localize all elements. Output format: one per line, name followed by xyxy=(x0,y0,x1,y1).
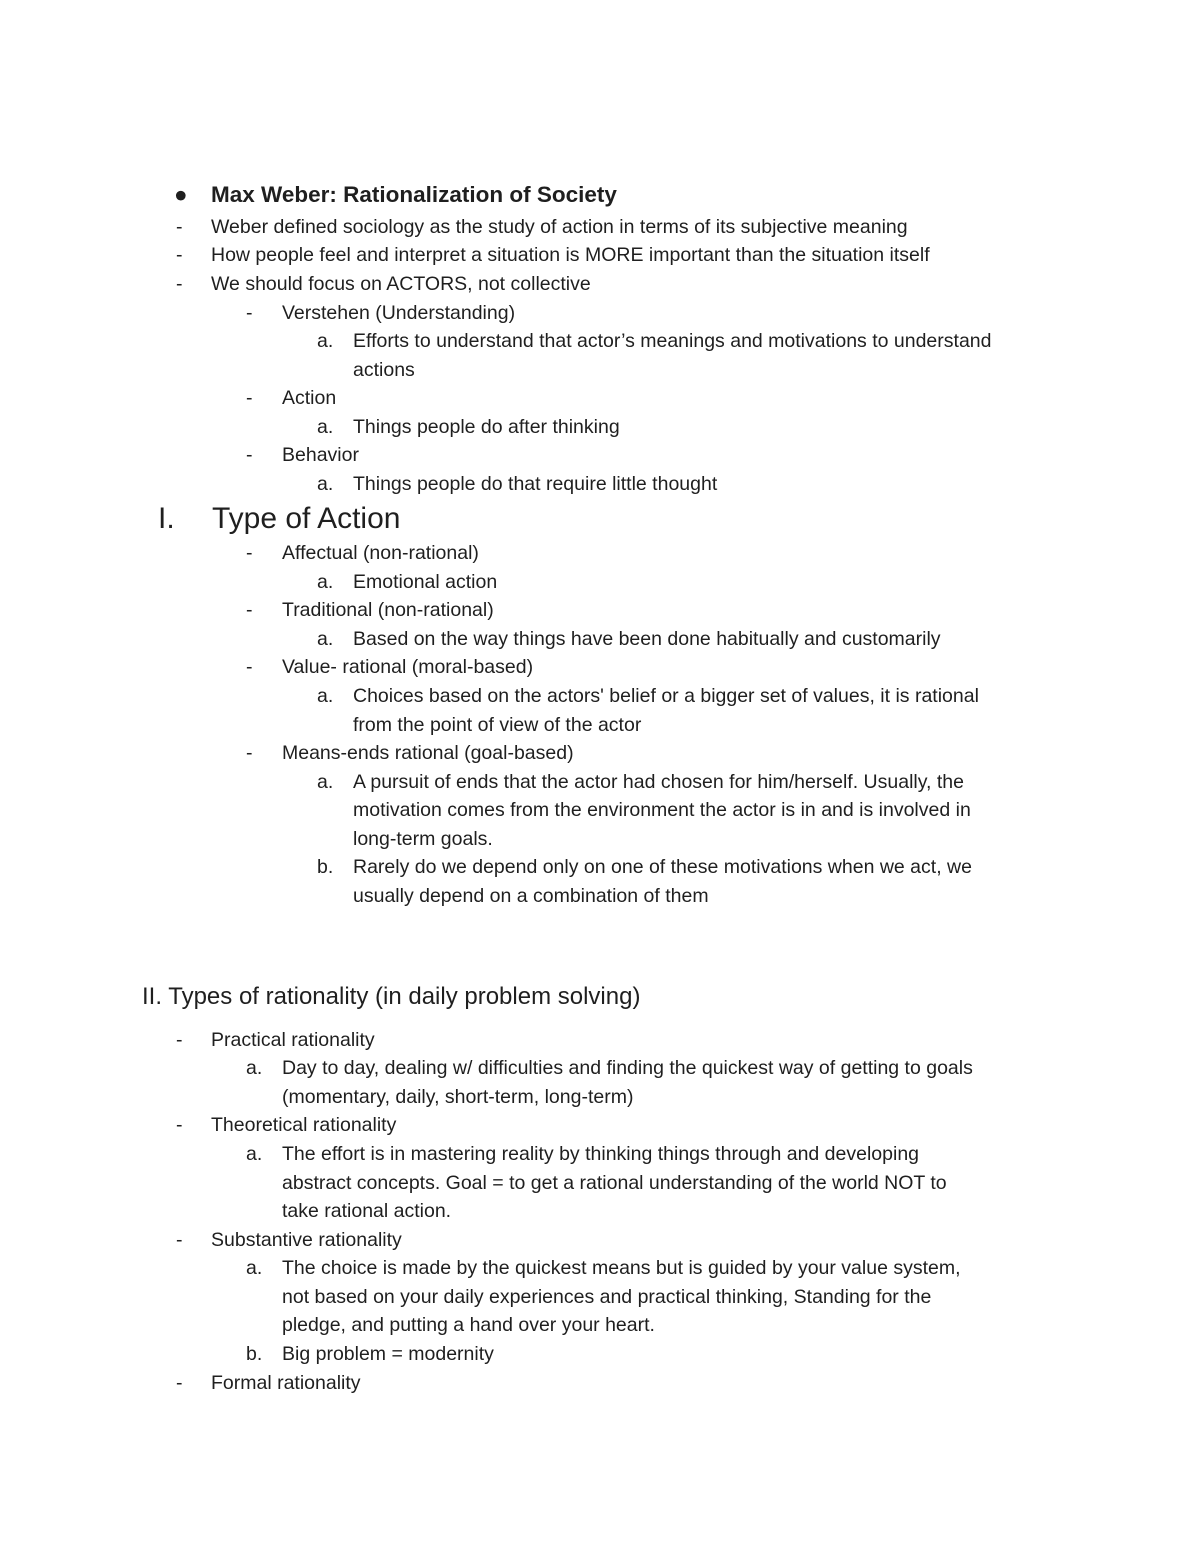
list-item: Weber defined sociology as the study of action in terms of its subjective meaning xyxy=(211,216,908,238)
list-item: Practical rationality xyxy=(211,1029,375,1051)
dash-marker: - xyxy=(246,656,253,678)
dash-marker: - xyxy=(176,273,183,295)
dash-marker: - xyxy=(176,1372,183,1394)
list-item: Day to day, dealing w/ difficulties and finding the quickest way of getting to goals xyxy=(282,1057,973,1079)
letter-marker: a. xyxy=(317,473,334,495)
list-item-continuation: actions xyxy=(353,359,415,381)
list-item: Based on the way things have been done habitually and customarily xyxy=(353,628,941,650)
dash-marker: - xyxy=(176,1114,183,1136)
list-item: Efforts to understand that actor’s meanings and motivations to understand xyxy=(353,330,992,352)
dash-marker: - xyxy=(176,1229,183,1251)
list-item: Behavior xyxy=(282,444,359,466)
list-item: Substantive rationality xyxy=(211,1229,402,1251)
letter-marker: a. xyxy=(317,628,334,650)
list-item: How people feel and interpret a situation is MORE important than the situation itself xyxy=(211,244,930,266)
list-item: Verstehen (Understanding) xyxy=(282,302,516,324)
dash-marker: - xyxy=(246,387,253,409)
list-item: Value- rational (moral-based) xyxy=(282,656,534,678)
dash-marker: - xyxy=(246,302,253,324)
letter-marker: a. xyxy=(246,1257,263,1279)
list-item: Traditional (non-rational) xyxy=(282,599,494,621)
heading-numeral: I. xyxy=(158,502,175,535)
list-item-continuation: from the point of view of the actor xyxy=(353,714,642,736)
list-item: Emotional action xyxy=(353,571,498,593)
list-item-continuation: not based on your daily experiences and practical thinking, Standing for the xyxy=(282,1286,932,1308)
letter-marker: a. xyxy=(317,685,334,707)
list-item-continuation: long-term goals. xyxy=(353,828,493,850)
dash-marker: - xyxy=(246,444,253,466)
letter-marker: b. xyxy=(317,856,334,878)
list-item-continuation: abstract concepts. Goal = to get a rational understanding of the world NOT to xyxy=(282,1172,947,1194)
bullet-icon: ● xyxy=(174,182,188,207)
letter-marker: a. xyxy=(317,416,334,438)
list-item: A pursuit of ends that the actor had chosen for him/herself. Usually, the xyxy=(353,771,964,793)
list-item: Means-ends rational (goal-based) xyxy=(282,742,574,764)
dash-marker: - xyxy=(176,1029,183,1051)
list-item: We should focus on ACTORS, not collective xyxy=(211,273,591,295)
list-item: Big problem = modernity xyxy=(282,1343,494,1365)
letter-marker: a. xyxy=(246,1057,263,1079)
letter-marker: a. xyxy=(317,571,334,593)
list-item: Rarely do we depend only on one of these motivations when we act, we xyxy=(353,856,972,878)
list-item: Things people do after thinking xyxy=(353,416,620,438)
list-item-continuation: take rational action. xyxy=(282,1200,452,1222)
list-item: Affectual (non-rational) xyxy=(282,542,479,564)
dash-marker: - xyxy=(246,542,253,564)
heading-type-of-action: Type of Action xyxy=(212,502,401,535)
letter-marker: a. xyxy=(246,1143,263,1165)
list-item: The effort is in mastering reality by thinking things through and developing xyxy=(282,1143,920,1165)
list-item: Things people do that require little thought xyxy=(353,473,718,495)
dash-marker: - xyxy=(246,742,253,764)
dash-marker: - xyxy=(176,244,183,266)
list-item: Choices based on the actors' belief or a bigger set of values, it is rational xyxy=(353,685,979,707)
list-item: Action xyxy=(282,387,337,409)
letter-marker: a. xyxy=(317,330,334,352)
heading-types-of-rationality: II. Types of rationality (in daily problem solving) xyxy=(142,983,641,1010)
section-title-weber: Max Weber: Rationalization of Society xyxy=(211,182,617,207)
letter-marker: b. xyxy=(246,1343,263,1365)
dash-marker: - xyxy=(246,599,253,621)
list-item-continuation: (momentary, daily, short-term, long-term) xyxy=(282,1086,634,1108)
list-item-continuation: pledge, and putting a hand over your heart. xyxy=(282,1314,655,1336)
letter-marker: a. xyxy=(317,771,334,793)
list-item: Formal rationality xyxy=(211,1372,361,1394)
list-item-continuation: motivation comes from the environment the actor is in and is involved in xyxy=(353,799,971,821)
dash-marker: - xyxy=(176,216,183,238)
list-item: The choice is made by the quickest means but is guided by your value system, xyxy=(282,1257,961,1279)
list-item: Theoretical rationality xyxy=(211,1114,397,1136)
list-item-continuation: usually depend on a combination of them xyxy=(353,885,709,907)
